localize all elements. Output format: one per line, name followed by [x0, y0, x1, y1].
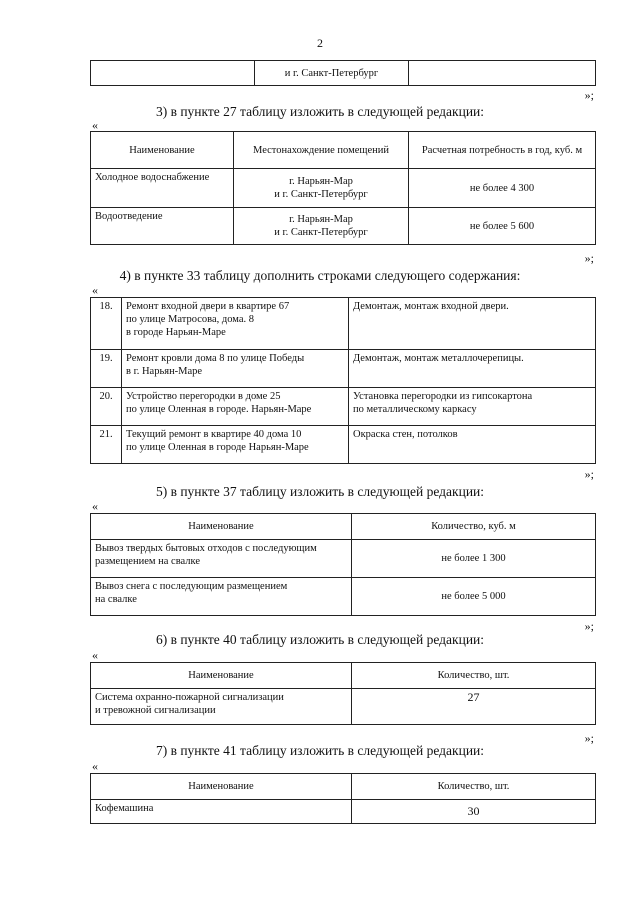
section7-heading: 7) в пункте 41 таблицу изложить в следующей редакции: [155, 743, 485, 758]
continuation-cell-right [409, 61, 596, 86]
column-header: Количество, шт. [352, 663, 596, 689]
cell-location: г. Нарьян-Мар и г. Санкт-Петербург [234, 169, 409, 208]
closing-mark: »; [584, 731, 594, 745]
cell-name: Водоотведение [91, 208, 234, 245]
section5-table [90, 513, 596, 616]
section5-heading: 5) в пункте 37 таблицу изложить в следующей редакции: [155, 484, 485, 499]
page-number: 2 [317, 36, 323, 50]
table-row [91, 689, 596, 725]
table-header-row [91, 663, 596, 689]
table-row [91, 578, 596, 616]
table-row [91, 426, 596, 464]
cell-object: Ремонт входной двери в квартире 67 по улице Матросова, дома. 8 в городе Нарьян-Маре [122, 298, 349, 350]
closing-mark: »; [584, 619, 594, 633]
cell-name: Система охранно-пожарной сигнализации и тревожной сигнализации [91, 689, 352, 725]
opening-mark: « [92, 648, 98, 662]
cell-amount: не более 1 300 [352, 540, 596, 578]
cell-name: Холодное водоснабжение [91, 169, 234, 208]
table-row [91, 208, 596, 245]
table-row [91, 540, 596, 578]
cell-object: Ремонт кровли дома 8 по улице Победы в г. Нарьян-Маре [122, 350, 349, 388]
cell-number: 20. [91, 388, 122, 426]
table-row [91, 800, 596, 824]
column-header: Расчетная потребность в год, куб. м [409, 132, 596, 169]
section7-table [90, 773, 596, 824]
section6-table [90, 662, 596, 725]
column-header: Наименование [91, 514, 352, 540]
cell-location: г. Нарьян-Мар и г. Санкт-Петербург [234, 208, 409, 245]
continuation-table [90, 60, 596, 86]
opening-mark: « [92, 118, 98, 132]
table-row [91, 388, 596, 426]
section4-heading: 4) в пункте 33 таблицу дополнить строками следующего содержания: [119, 268, 521, 283]
opening-mark: « [92, 283, 98, 297]
column-header: Наименование [91, 132, 234, 169]
section3-heading: 3) в пункте 27 таблицу изложить в следующей редакции: [155, 104, 485, 119]
cell-amount: не более 5 600 [409, 208, 596, 245]
cell-number: 18. [91, 298, 122, 350]
cell-work: Демонтаж, монтаж металлочерепицы. [349, 350, 596, 388]
column-header: Количество, шт. [352, 774, 596, 800]
table-header-row [91, 132, 596, 169]
cell-name: Кофемашина [91, 800, 352, 824]
cell-work: Окраска стен, потолков [349, 426, 596, 464]
cell-name: Вывоз твердых бытовых отходов с последующим размещением на свалке [91, 540, 352, 578]
opening-mark: « [92, 499, 98, 513]
cell-amount: 30 [352, 800, 596, 824]
table-row [91, 350, 596, 388]
closing-mark: »; [584, 88, 594, 102]
cell-object: Текущий ремонт в квартире 40 дома 10 по улице Оленная в городе Нарьян-Маре [122, 426, 349, 464]
section4-table [90, 297, 596, 464]
closing-mark: »; [584, 467, 594, 481]
table-header-row [91, 514, 596, 540]
section3-table [90, 131, 596, 245]
cell-amount: 27 [352, 689, 596, 725]
cell-object: Устройство перегородки в доме 25 по улице Оленная в городе. Нарьян-Маре [122, 388, 349, 426]
cell-work: Демонтаж, монтаж входной двери. [349, 298, 596, 350]
table-row [91, 298, 596, 350]
table-row [91, 169, 596, 208]
cell-number: 19. [91, 350, 122, 388]
cell-number: 21. [91, 426, 122, 464]
column-header: Наименование [91, 774, 352, 800]
opening-mark: « [92, 759, 98, 773]
closing-mark: »; [584, 251, 594, 265]
cell-amount: не более 5 000 [352, 578, 596, 616]
column-header: Количество, куб. м [352, 514, 596, 540]
column-header: Местонахождение помещений [234, 132, 409, 169]
column-header: Наименование [91, 663, 352, 689]
continuation-cell-left [91, 61, 255, 86]
cell-name: Вывоз снега с последующим размещением на свалке [91, 578, 352, 616]
cell-amount: не более 4 300 [409, 169, 596, 208]
cell-work: Установка перегородки из гипсокартона по металлическому каркасу [349, 388, 596, 426]
table-header-row [91, 774, 596, 800]
continuation-cell-middle: и г. Санкт-Петербург [255, 61, 409, 86]
section6-heading: 6) в пункте 40 таблицу изложить в следующей редакции: [155, 632, 485, 647]
